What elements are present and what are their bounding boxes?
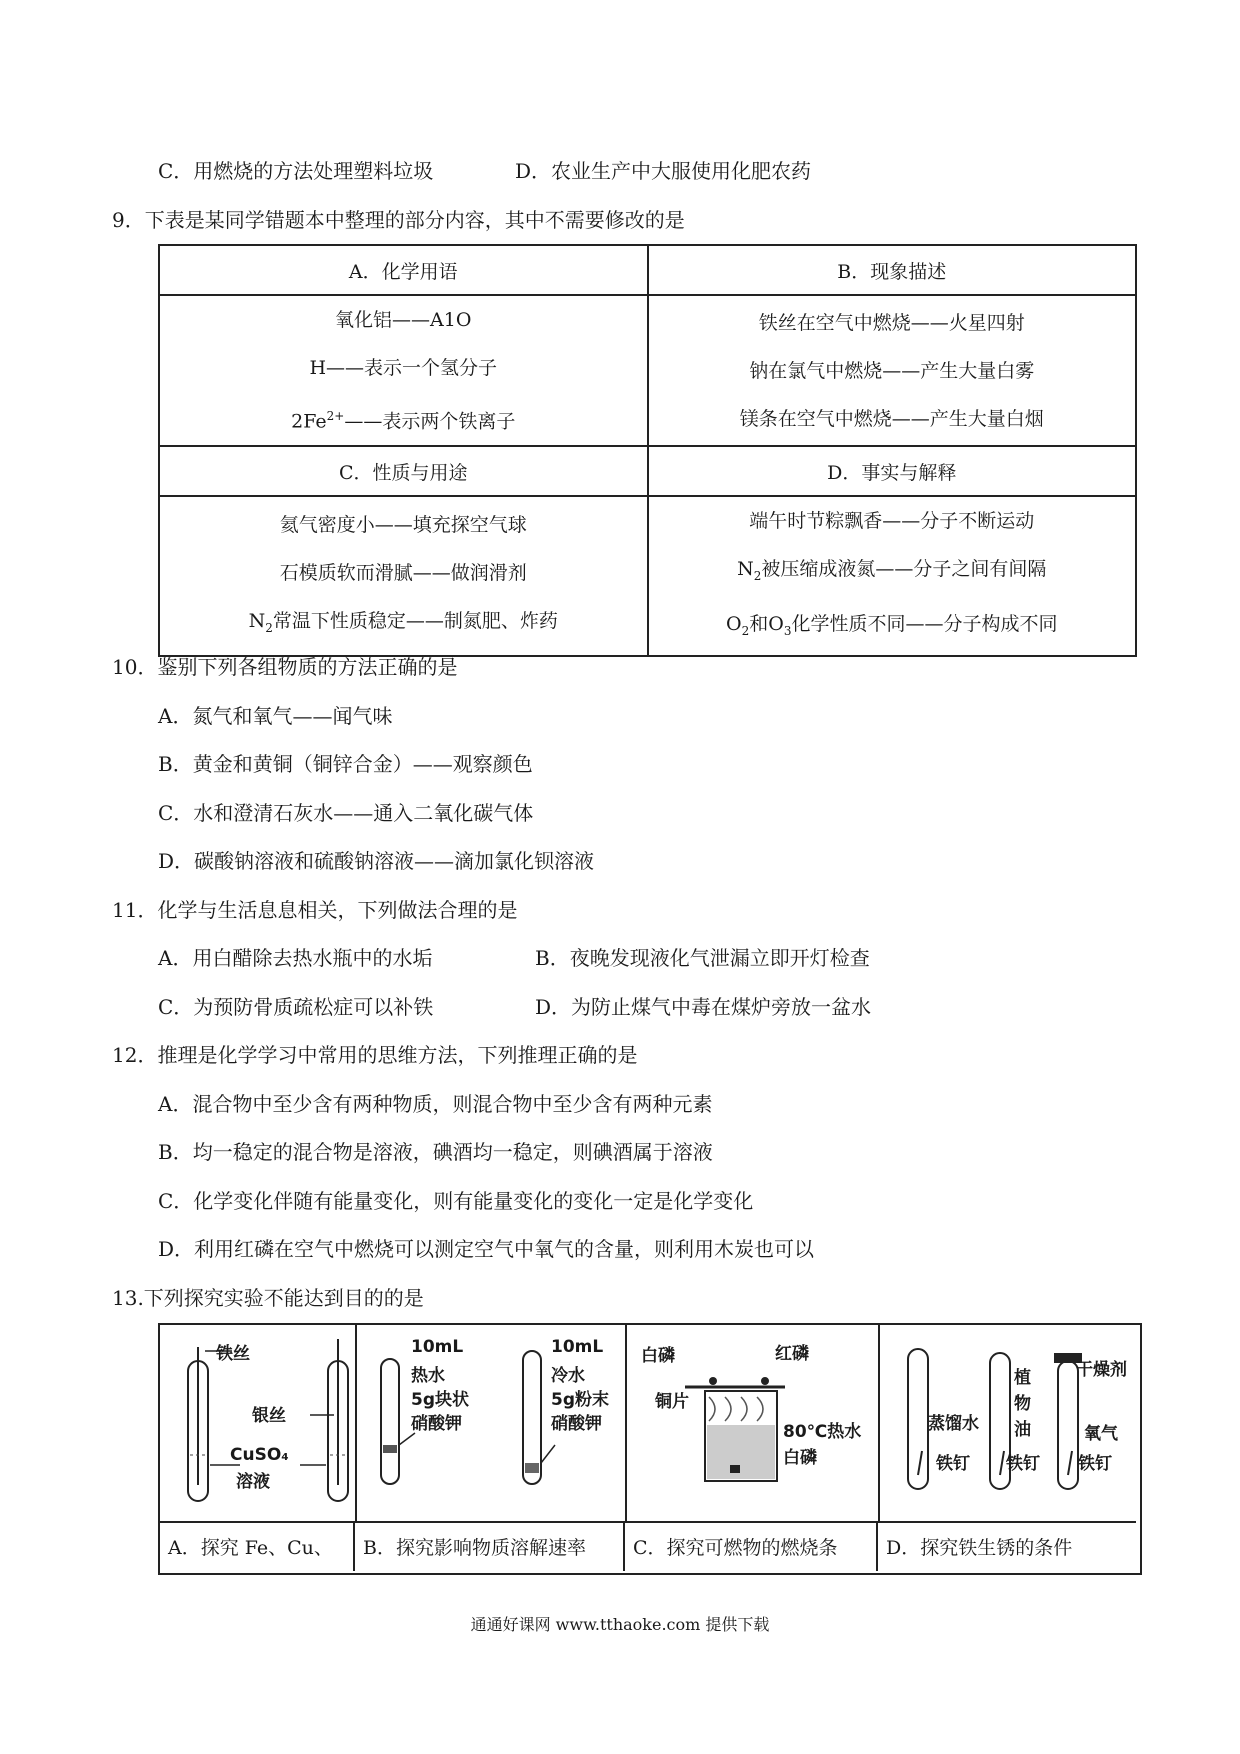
label-plant-1: 植 [1014,1368,1031,1388]
q9-b-head: B．现象描述 [648,245,1137,295]
q9-c-head: C．性质与用途 [159,446,648,496]
q13-caption-c: C．探究可燃物的燃烧条 [625,1521,878,1571]
q13-caption-a: A．探究 Fe、Cu、 [160,1521,355,1571]
label-b-left-solid: 5g块状 [411,1390,469,1410]
q13-panel-b [355,1325,627,1521]
q9-a-body [159,295,648,446]
label-hot-water: 80℃热水 [783,1422,862,1442]
q11-option-b: B．夜晚发现液化气泄漏立即开灯检查 [535,946,870,970]
label-iron-wire: 铁丝 [216,1344,250,1364]
q13-panel-c [625,1325,880,1521]
q12-option-b: B．均一稳定的混合物是溶液，碘酒均一稳定，则碘酒属于溶液 [158,1140,713,1164]
label-d-nail-2: 铁钉 [1006,1454,1040,1474]
q9-b-body [648,295,1137,446]
q9-b-line1: 铁丝在空气中燃烧——火星四射 [758,311,1025,334]
q9-a-line1: 氧化铝——A1O [335,309,472,331]
q10-stem: 10．鉴别下列各组物质的方法正确的是 [112,655,458,679]
q9-stem: 9．下表是某同学错题本中整理的部分内容，其中不需要修改的是 [112,208,685,232]
q9-d-line1: 端午时节粽飘香——分子不断运动 [749,510,1035,533]
q10-option-c: C．水和澄清石灰水——通入二氧化碳气体 [158,801,534,825]
q8-option-d: D．农业生产中大服使用化肥农药 [515,159,812,183]
q10-option-d: D．碳酸钠溶液和硫酸钠溶液——滴加氯化钡溶液 [158,849,595,873]
label-cuso4: CuSO₄ [230,1445,289,1465]
q9-c-line3: $N_2$常温下性质稳定——制氮肥、炸药 [248,609,558,635]
q9-d-line2: $N_2$被压缩成液氮——分子之间有间隔 [737,558,1047,584]
q11-option-a: A．用白醋除去热水瓶中的水垢 [158,946,433,970]
label-white-phosphorus-bottom: 白磷 [783,1448,817,1468]
q9-d-line3: $O_2$和$O_3$化学性质不同——分子构成不同 [726,613,1058,638]
q12-stem: 12．推理是化学学习中常用的思维方法，下列推理正确的是 [112,1043,638,1067]
label-white-phosphorus-top: 白磷 [641,1346,675,1366]
label-plant-2: 物 [1014,1394,1031,1414]
label-red-phosphorus: 红磷 [775,1344,809,1364]
label-oxygen: 氧气 [1084,1424,1118,1444]
q13-figure-table [158,1323,1142,1575]
label-b-left-kno3: 硝酸钾 [411,1414,462,1434]
q11-option-c: C．为预防骨质疏松症可以补铁 [158,995,434,1019]
q9-c-body [159,496,648,656]
q11-option-d: D．为防止煤气中毒在煤炉旁放一盆水 [535,995,872,1019]
q9-c-line1: 氦气密度小——填充探空气球 [279,513,527,536]
q9-table [158,244,1137,657]
q9-c-line2: 石模质软而滑腻——做润滑剂 [279,561,527,584]
q12-option-d: D．利用红磷在空气中燃烧可以测定空气中氧气的含量，则利用木炭也可以 [158,1237,815,1261]
q9-b-line3: 镁条在空气中燃烧——产生大量白烟 [739,407,1044,430]
label-b-right-powder: 5g粉末 [551,1390,609,1410]
q9-a-head: A．化学用语 [159,245,648,295]
label-d-nail-3: 铁钉 [1078,1454,1112,1474]
page-footer: 通通好课网 www.tthaoke.com 提供下载 [470,1615,770,1634]
q9-d-head: D．事实与解释 [648,446,1137,496]
q9-a-line2: H——表示一个氢分子 [309,357,498,379]
q11-stem: 11．化学与生活息息相关，下列做法合理的是 [112,898,518,922]
label-distilled-water: 蒸馏水 [928,1414,979,1434]
q9-d-body [648,496,1137,656]
label-b-left-volume: 10mL [411,1337,464,1357]
q12-option-c: C．化学变化伴随有能量变化，则有能量变化的变化一定是化学变化 [158,1189,754,1213]
q9-a-line3: $2Fe^{2+}——$表示两个铁离子 [291,409,516,433]
label-b-right-water: 冷水 [551,1366,585,1386]
label-copper-sheet: 铜片 [655,1392,689,1412]
q13-panel-d [878,1325,1138,1521]
q13-caption-b: B．探究影响物质溶解速率 [355,1521,625,1571]
q10-option-b: B．黄金和黄铜（铜锌合金）——观察颜色 [158,752,533,776]
label-solution: 溶液 [236,1472,270,1492]
label-b-right-kno3: 硝酸钾 [551,1414,602,1434]
q10-option-a: A．氮气和氧气——闻气味 [158,704,393,728]
label-plant-3: 油 [1014,1420,1031,1440]
q13-stem: 13.下列探究实验不能达到目的的是 [112,1286,424,1310]
label-desiccant: 干燥剂 [1076,1360,1127,1380]
label-d-nail-1: 铁钉 [936,1454,970,1474]
q13-caption-d: D．探究铁生锈的条件 [878,1521,1136,1571]
q13-panel-a [160,1325,357,1521]
label-silver-wire: 银丝 [252,1406,286,1426]
q8-option-c: C．用燃烧的方法处理塑料垃圾 [158,159,434,183]
label-b-right-volume: 10mL [551,1337,604,1357]
label-b-left-water: 热水 [411,1366,445,1386]
q9-b-line2: 钠在氯气中燃烧——产生大量白雾 [749,359,1035,382]
q12-option-a: A．混合物中至少含有两种物质，则混合物中至少含有两种元素 [158,1092,713,1116]
